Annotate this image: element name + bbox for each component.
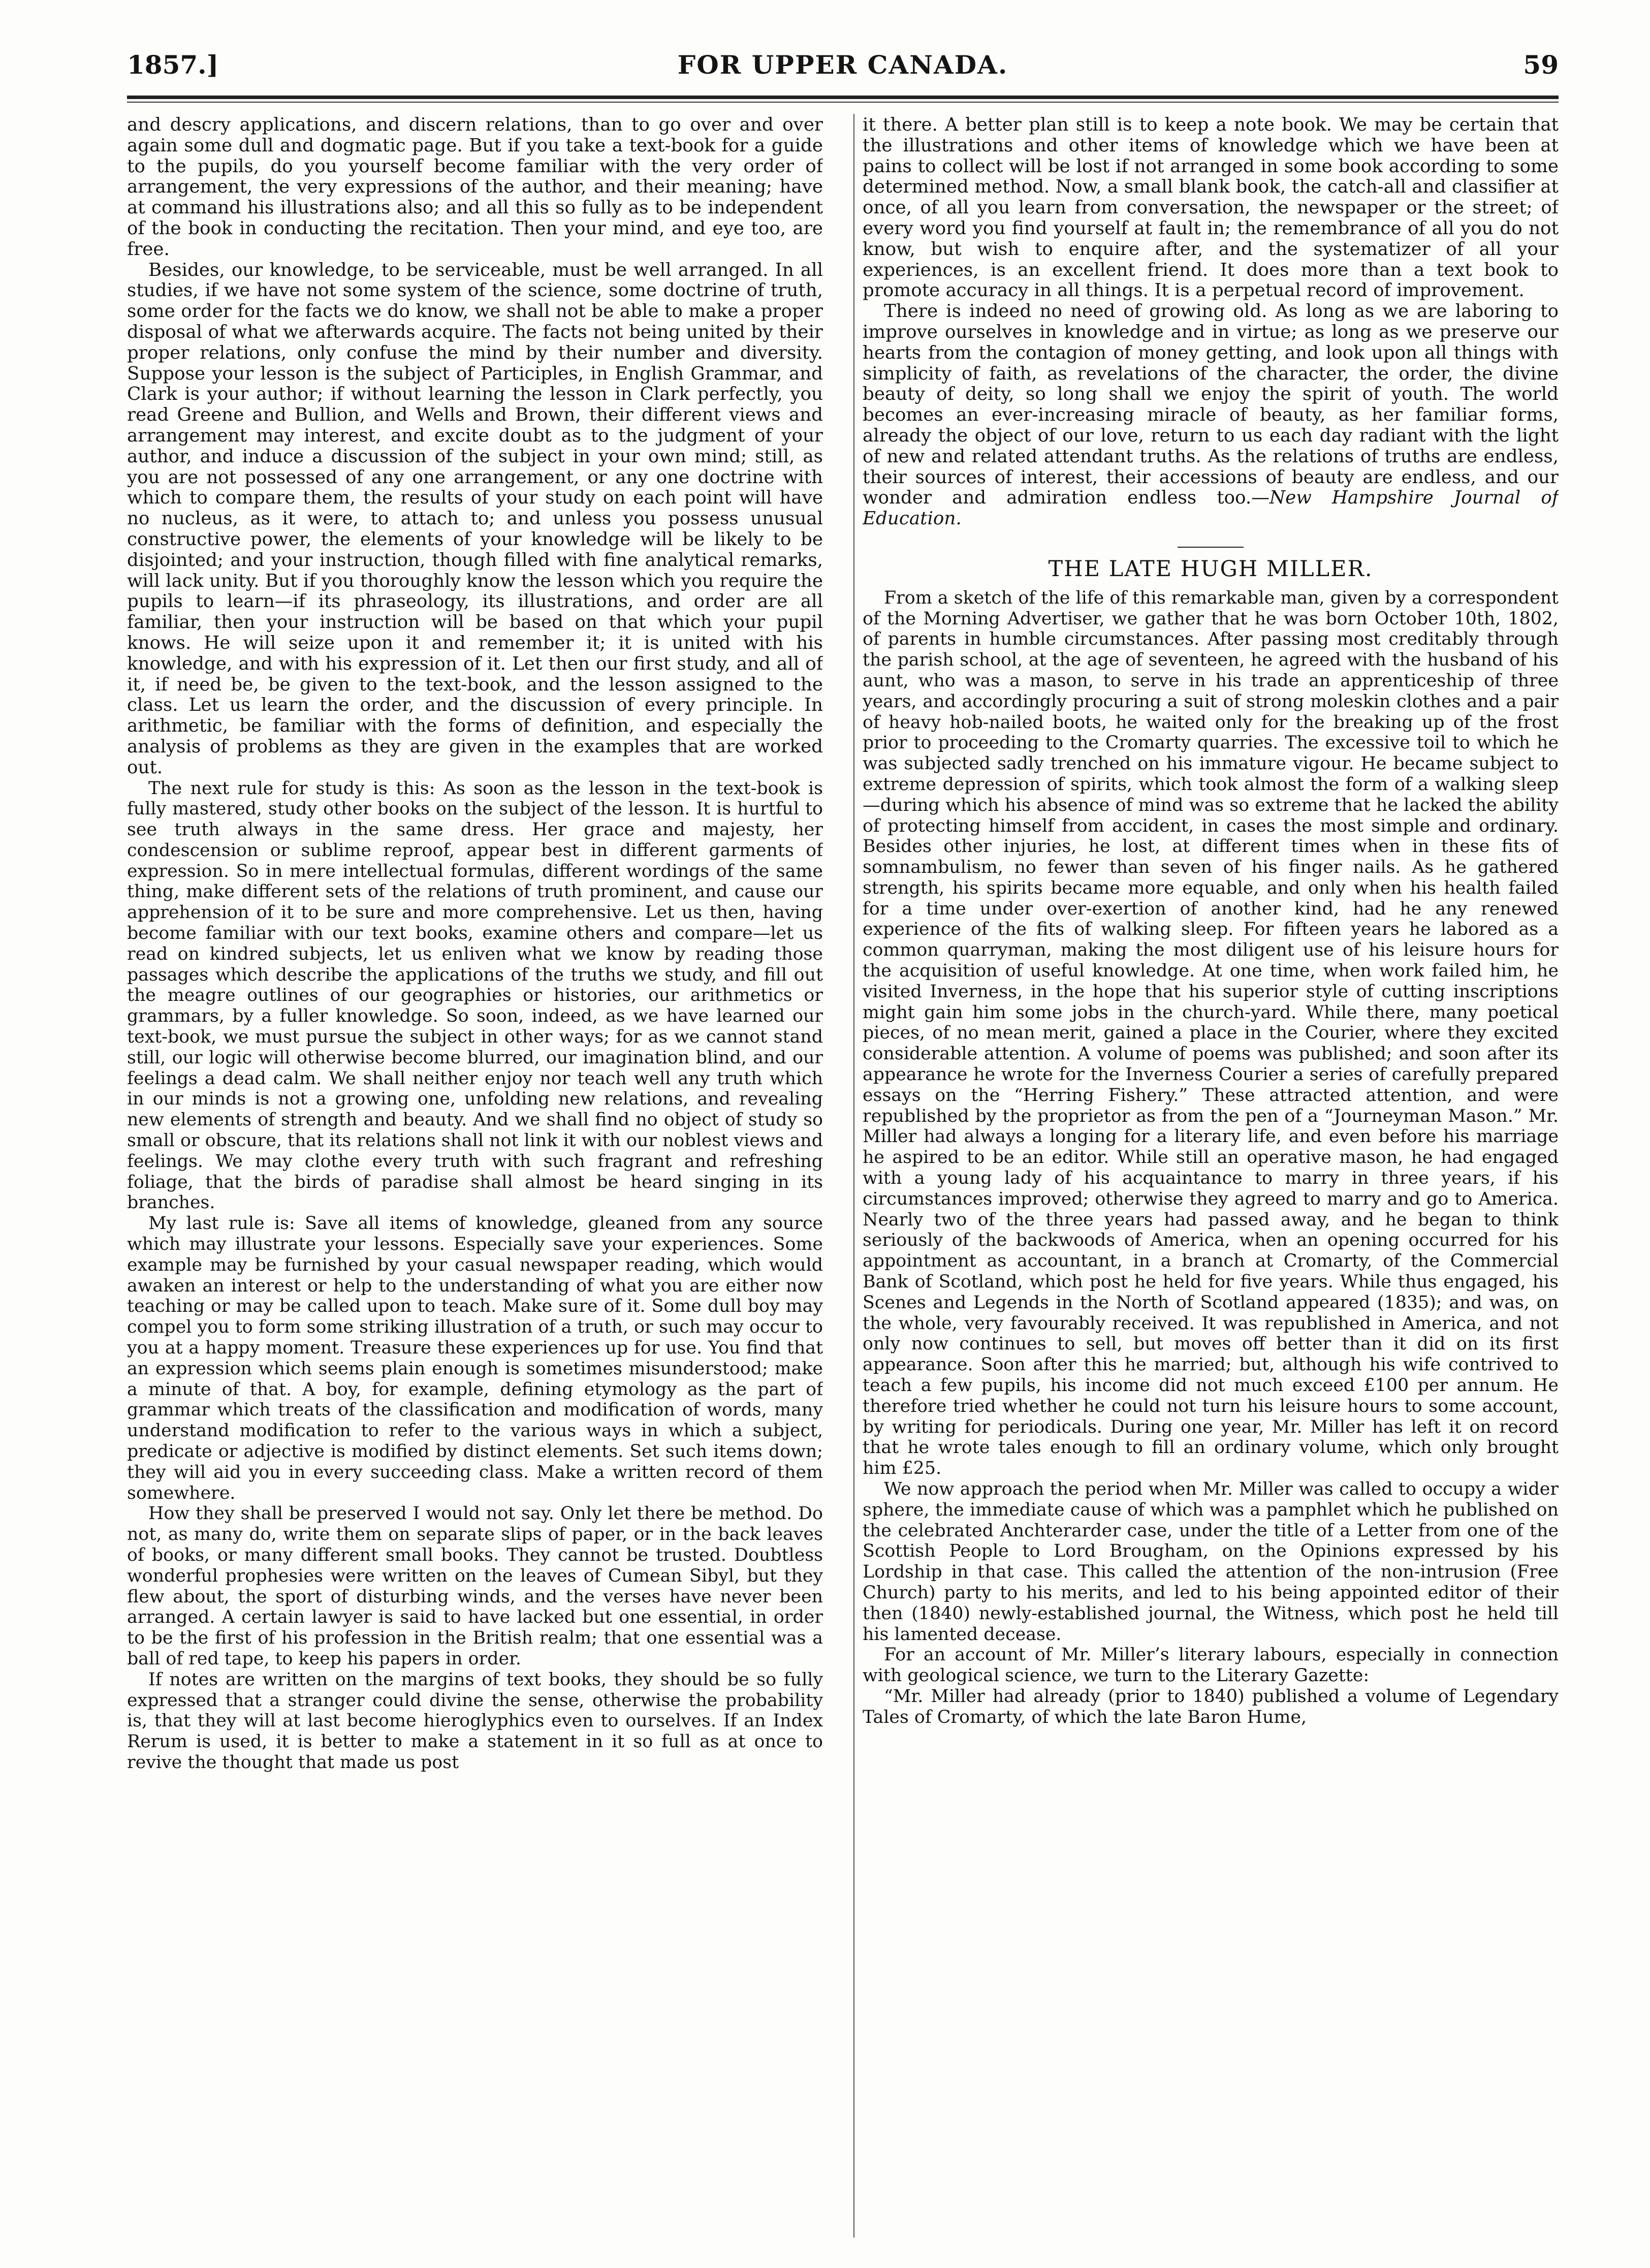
left-column <box>127 115 823 2233</box>
left-paragraph-5: How they shall be preserved I would not say. Only let there be method. Do not, as many do, write them on separate slips of paper, or in the back leaves of books, or many different small books. They cannot be trusted. Doubtless wonderful prophesies were written on the leaves of Cumean Sibyl, but they flew about, the sport of disturbing winds, and the verses have never been arranged. A certain lawyer is said to have lacked but one essential, in order to be the first of his profession in the British realm; that one essential was a ball of red tape, to keep his papers in order. <box>127 1503 823 1669</box>
left-paragraph-6: If notes are written on the margins of text books, they should be so fully expressed that a stranger could divine the sense, otherwise the probability is, that they will at last become hieroglyphics even to ourselves. If an Index Rerum is used, it is better to make a statement in it so full as at once to revive the thought that made us post <box>127 1669 823 1773</box>
page-header <box>127 50 1559 96</box>
left-paragraph-2: Besides, our knowledge, to be serviceable, must be well arranged. In all studies, if we have not some system of the science, some doctrine of truth, some order for the facts we do know, we shall not be able to make a proper disposal of what we afterwards acquire. The facts not being united by their proper relations, only confuse the mind by their number and diversity. Suppose your lesson is the subject of Participles, in English Grammar, and Clark is your author; if without learning the lesson in Clark perfectly, you read Greene and Bullion, and Wells and Brown, their different views and arrangement may interest, and excite doubt as to the judgment of your author, and induce a discussion of the subject in your own mind; still, as you are not possessed of any one arrangement, or any one doctrine with which to compare them, the results of your study on each point will have no nucleus, as it were, to attach to; and unless you possess unusual constructive power, the elements of your knowledge will be likely to be disjointed; and your instruction, though filled with fine analytical remarks, will lack unity. But if you thoroughly know the lesson which you require the pupils to learn—if its phraseology, its illustrations, and order are all familiar, then your instruction will be based on that which your pupil knows. He will seize upon it and remember it; it is united with his knowledge, and with his expression of it. Let then our first study, and all of it, if need be, be given to the text-book, and the lesson assigned to the class. Let us learn the order, and the discussion of every principle. In arithmetic, be familiar with the forms of definition, and especially the analysis of problems as they are given in the examples that are worked out. <box>127 259 823 778</box>
header-rule-thin <box>127 102 1559 103</box>
left-paragraph-1: and descry applications, and discern relations, than to go over and over again some dull and dogmatic page. But if you take a text-book for a guide to the pupils, do you yourself become familiar with the very order of arrangement, the very expressions of the author, and their meaning; have at command his illustrations also; and all this so fully as to be independent of the book in conducting the recitation. Then your mind, and eye too, are free. <box>127 115 823 260</box>
right-paragraph-2 <box>863 301 1559 529</box>
right-paragraph-3: From a sketch of the life of this remarkable man, given by a correspondent of the Morning Advertiser, we gather that he was born October 10th, 1802, of parents in humble circumstances. After passing most creditably through the parish school, at the age of seventeen, he agreed with the husband of his aunt, who was a mason, to serve in his trade an apprenticeship of three years, and accordingly procuring a suit of strong moleskin clothes and a pair of heavy hob-nailed boots, he waited only for the breaking up of the frost prior to proceeding to the Cromarty quarries. The excessive toil to which he was subjected sadly trenched on his immature vigour. He became subject to extreme depression of spirits, which took almost the form of a walking sleep—during which his absence of mind was so extreme that he lacked the ability of protecting himself from accident, in cases the most simple and ordinary. Besides other injuries, he lost, at different times when in these fits of somnambulism, no fewer than seven of his finger nails. As he gathered strength, his spirits became more equable, and only when his health failed for a time under over-exertion of another kind, had he any renewed experience of the fits of walking sleep. For fifteen years he labored as a common quarryman, making the most diligent use of his leisure hours for the acquisition of useful knowledge. At one time, when work failed him, he visited Inverness, in the hope that his superior style of cutting inscriptions might gain him some jobs in the church-yard. While there, many poetical pieces, of no mean merit, gained a place in the Courier, where they excited considerable attention. A volume of poems was published; and soon after its appearance he wrote for the Inverness Courier a series of carefully prepared essays on the “Herring Fishery.” These attracted attention, and were republished by the proprietor as from the pen of a “Journeyman Mason.” Mr. Miller had always a longing for a literary life, and even before his marriage he aspired to be an editor. While still an operative mason, he had engaged with a young lady of his acquaintance to marry in three years, if his circumstances improved; otherwise they agreed to marry and go to America. Nearly two of the three years had passed away, and he began to think seriously of the backwoods of America, when an opening occurred for his appointment as accountant, in a branch at Cromarty, of the Commercial Bank of Scotland, which post he held for five years. While thus engaged, his Scenes and Legends in the North of Scotland appeared (1835); and was, on the whole, very favourably received. It was republished in America, and not only now continues to sell, but moves off better than it did on its first appearance. Soon after this he married; but, although his wife contrived to teach a few pupils, his income did not much exceed £100 per annum. He therefore tried whether he could not turn his leisure hours to some account, by writing for periodicals. During one year, Mr. Miller has left it on record that he wrote tales enough to fill an ordinary volume, which only brought him £25. <box>863 587 1559 1479</box>
right-column <box>863 115 1559 2233</box>
right-paragraph-4: We now approach the period when Mr. Miller was called to occupy a wider sphere, the immediate cause of which was a pamphlet which he published on the celebrated Anchterarder case, under the title of a Letter from one of the Scottish People to Lord Brougham, on the Opinions expressed by his Lordship in that case. This called the attention of the non-intrusion (Free Church) party to his merits, and led to his being appointed editor of their then (1840) newly-established journal, the Witness, which post he held till his lamented decease. <box>863 1479 1559 1645</box>
left-paragraph-4: My last rule is: Save all items of knowledge, gleaned from any source which may illustrate your lessons. Especially save your experiences. Some example may be furnished by your casual newspaper reading, which would awaken an interest or help to the understanding of what you are either now teaching or may be called upon to teach. Make sure of it. Some dull boy may compel you to form some striking illustration of a truth, or such may occur to you at a happy moment. Treasure these experiences up for use. You find that an expression which seems plain enough is sometimes misunderstood; make a minute of that. A boy, for example, defining etymology as the part of grammar which treats of the classification and modification of words, many understand modification to refer to the various ways in which a subject, predicate or adjective is modified by distinct elements. Set such items down; they will aid you in every succeeding class. Make a written record of them somewhere. <box>127 1213 823 1503</box>
source-citation: New Hampshire Journal of Education. <box>863 487 1559 529</box>
header-title: FOR UPPER CANADA. <box>677 50 1008 80</box>
right-paragraph-6: “Mr. Miller had already (prior to 1840) published a volume of Legendary Tales of Cromarty, of which the late Baron Hume, <box>863 1686 1559 1727</box>
article-divider <box>1178 547 1244 548</box>
article-title: THE LATE HUGH MILLER. <box>1048 556 1373 582</box>
column-separator <box>853 114 854 2238</box>
left-paragraph-3: The next rule for study is this: As soon as the lesson in the text-book is fully mastered, study other books on the subject of the lesson. It is hurtful to see truth always in the same dress. Her grace and majesty, her condescension or sublime reproof, appear best in different garments of expression. So in mere intellectual formulas, different wordings of the same thing, make different sets of the relations of truth prominent, and cause our apprehension of it to be sure and more comprehensive. Let us then, having become familiar with our text books, examine others and compare—let us read on kindred subjects, let us enliven what we know by reading those passages which describe the applications of the truths we study, and fill out the meagre outlines of our geographies or histories, our arithmetics or grammars, by a fuller knowledge. So soon, indeed, as we have learned our text-book, we must pursue the subject in other ways; for as we cannot stand still, our logic will otherwise become blurred, our imagination blind, and our feelings a dead calm. We shall neither enjoy nor teach well any truth which in our minds is not a growing one, unfolding new relations, and revealing new elements of strength and beauty. And we shall find no object of study so small or obscure, that its relations shall not link it with our noblest views and feelings. We may clothe every truth with such fragrant and refreshing foliage, that the birds of paradise shall almost be heard singing in its branches. <box>127 778 823 1213</box>
right-paragraph-5: For an account of Mr. Miller’s literary labours, especially in connection with geological science, we turn to the Literary Gazette: <box>863 1645 1559 1686</box>
header-year: 1857.] <box>127 50 219 80</box>
right-paragraph-2-text: There is indeed no need of growing old. As long as we are laboring to improve ourselves in knowledge and in virtue; as long as we preserve our hearts from the contagion of money getting, and look upon all things with simplicity of faith, as revelations of the character, the order, the divine beauty of deity, so long shall we enjoy the spirit of youth. The world becomes an ever-increasing miracle of beauty, as her familiar forms, already the object of our love, return to us each day radiant with the light of new and related attendant truths. As the relations of truths are endless, their sources of interest, their accessions of beauty are endless, and our wonder and admiration endless too.— <box>863 301 1559 509</box>
header-rule-thick <box>127 96 1559 99</box>
right-paragraph-1: it there. A better plan still is to keep a note book. We may be certain that the illustrations and other items of knowledge which we have been at pains to collect will be lost if not arranged in some book according to some determined method. Now, a small blank book, the catch-all and classifier at once, of all you learn from conversation, the newspaper or the street; of every word you find yourself at fault in; the remembrance of all you do not know, but wish to enquire after, and the systematizer of all your experiences, is an excellent friend. It does more than a text book to promote accuracy in all things. It is a perpetual record of improvement. <box>863 115 1559 301</box>
header-page-number: 59 <box>1523 50 1559 80</box>
